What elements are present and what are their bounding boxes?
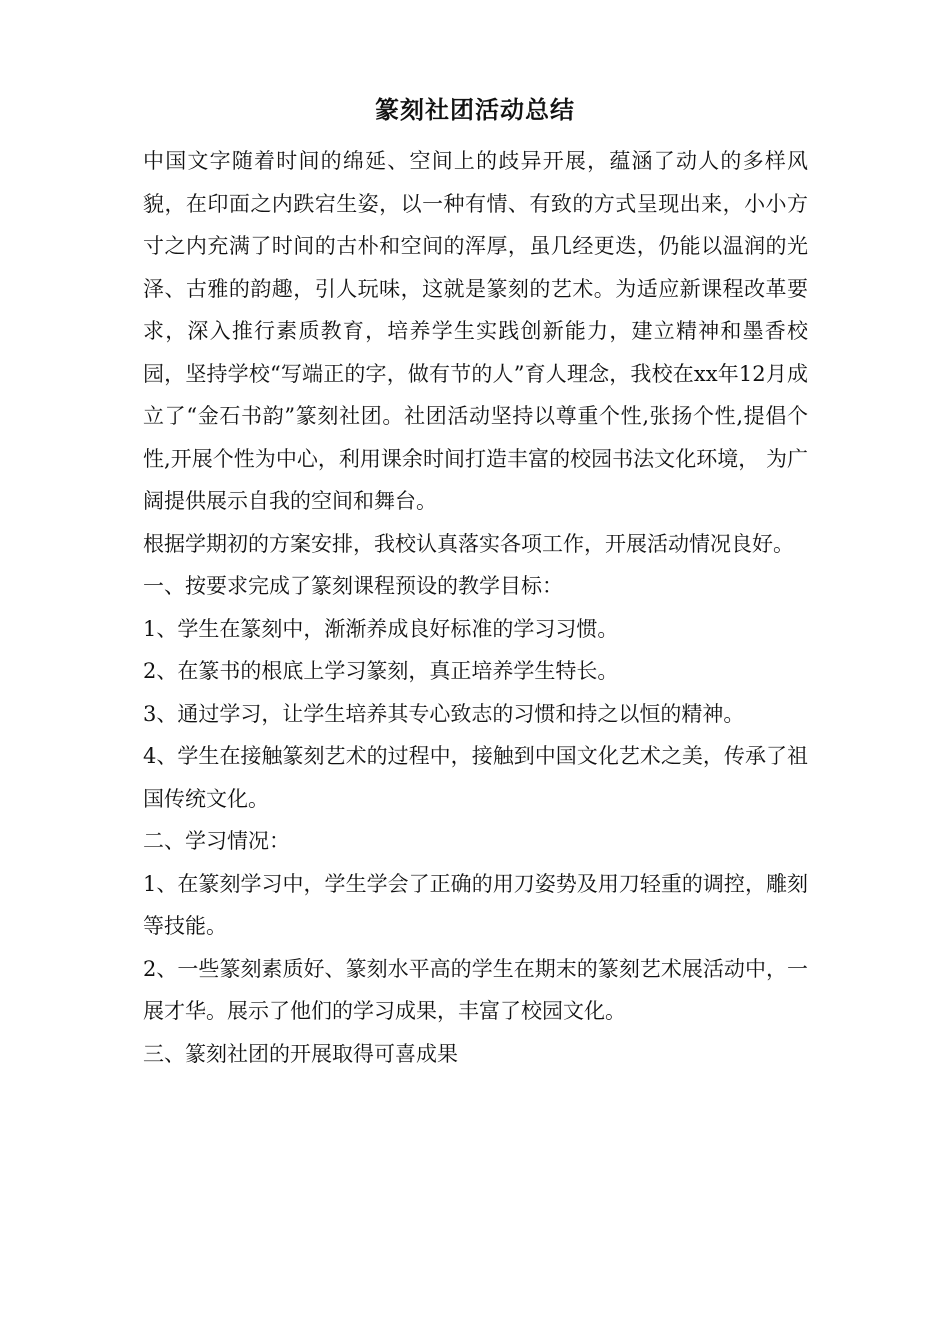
list-item-goal-4: 4、学生在接触篆刻艺术的过程中，接触到中国文化艺术之美，传承了祖国传统文化。: [143, 744, 808, 811]
list-item-goal-3: 3、通过学习，让学生培养其专心致志的习惯和持之以恒的精神。: [143, 701, 745, 726]
section-heading-results: 三、篆刻社团的开展取得可喜成果: [143, 1041, 458, 1066]
paragraph-plan: 根据学期初的方案安排，我校认真落实各项工作，开展活动情况良好。: [143, 531, 794, 556]
section-heading-goals: 一、按要求完成了篆刻课程预设的教学目标：: [143, 574, 563, 598]
list-item-learning-2: 2、一些篆刻素质好、篆刻水平高的学生在期末的篆刻艺术展活动中，一展才华。展示了他们的学习成果，丰富了校园文化。: [143, 956, 808, 1023]
document-title: 篆刻社团活动总结: [375, 95, 575, 124]
list-item-goal-1: 1、学生在篆刻中，渐渐养成良好标准的学习习惯。: [143, 616, 619, 641]
list-item-goal-2: 2、在篆书的根底上学习篆刻，真正培养学生特长。: [143, 659, 619, 683]
list-item-learning-1: 1、在篆刻学习中，学生学会了正确的用刀姿势及用刀轻重的调控，雕刻等技能。: [143, 871, 808, 938]
document-body: [143, 140, 808, 1075]
section-heading-learning: 二、学习情况：: [143, 829, 290, 853]
paragraph-intro: 中国文字随着时间的绵延、空间上的歧异开展，蕴涵了动人的多样风貌，在印面之内跌宕生姿，以一种有情、有致的方式呈现出来，小小方寸之内充满了时间的古朴和空间的浑厚，虽几经更迭，仍能以温润的光泽、古雅的韵趣，引人玩味，这就是篆刻的艺术。为适应新课程改革要求，深入推行素质教育，培养学生实践创新能力，建立精神和墨香校园，坚持学校“写端正的字，做有节的人”育人理念，我校在xx年12月成立了“金石书韵”篆刻社团。社团活动坚持以尊重个性,张扬个性,提倡个性,开展个性为中心，利用课余时间打造丰富的校园书法文化环境， 为广阔提供展示自我的空间和舞台。: [143, 149, 808, 513]
